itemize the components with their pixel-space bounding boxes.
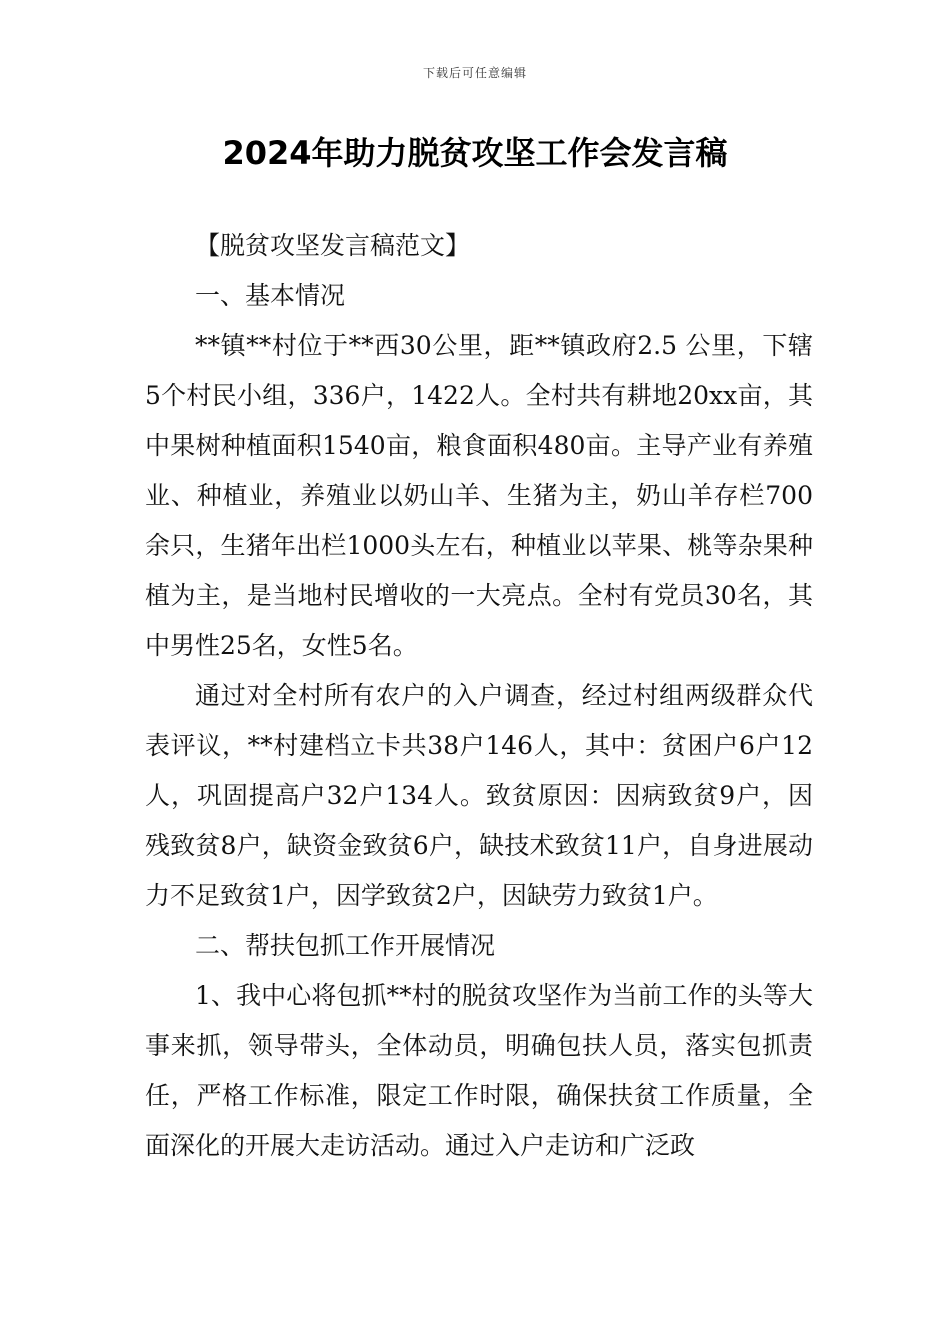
paragraph-section-label: 【脱贫攻坚发言稿范文】 — [195, 231, 471, 260]
paragraph-heading-assistance: 二、帮扶包抓工作开展情况 — [195, 931, 496, 960]
header-note: 下载后可任意编辑 — [422, 66, 527, 80]
paragraph-assistance-1: 1、我中心将包抓**村的脱贫攻坚作为当前工作的头等大事来抓，领导带头，全体动员，明确包扶人员，落实包抓责任，严格工作标准，限定工作时限，确保扶贫工作质量，全面深化的开展大走访活动。通过入户走访和广泛政 — [145, 981, 813, 1160]
paragraph-poverty-survey: 通过对全村所有农户的入户调查，经过村组两级群众代表评议，**村建档立卡共38户146人，其中：贫困户6户12人，巩固提高户32户134人。致贫原因：因病致贫9户，因残致贫8户，缺资金致贫6户，缺技术致贫11户，自身进展动力不足致贫1户，因学致贫2户，因缺劳力致贫1户。 — [145, 681, 813, 910]
paragraph-village-overview: **镇**村位于**西30公里，距**镇政府2.5 公里，下辖5个村民小组，336户，1422人。全村共有耕地20xx亩，其中果树种植面积1540亩，粮食面积480亩。主导产业有养殖业、种植业，养殖业以奶山羊、生猪为主，奶山羊存栏700余只，生猪年出栏1000头左右，种植业以苹果、桃等杂果种植为主，是当地村民增收的一大亮点。全村有党员30名，其中男性25名，女性5名。 — [145, 331, 813, 660]
paragraph-heading-basic-info: 一、基本情况 — [195, 281, 346, 310]
document-title: 2024年助力脱贫攻坚工作会发言稿 — [222, 134, 728, 172]
document-body — [145, 221, 813, 1171]
